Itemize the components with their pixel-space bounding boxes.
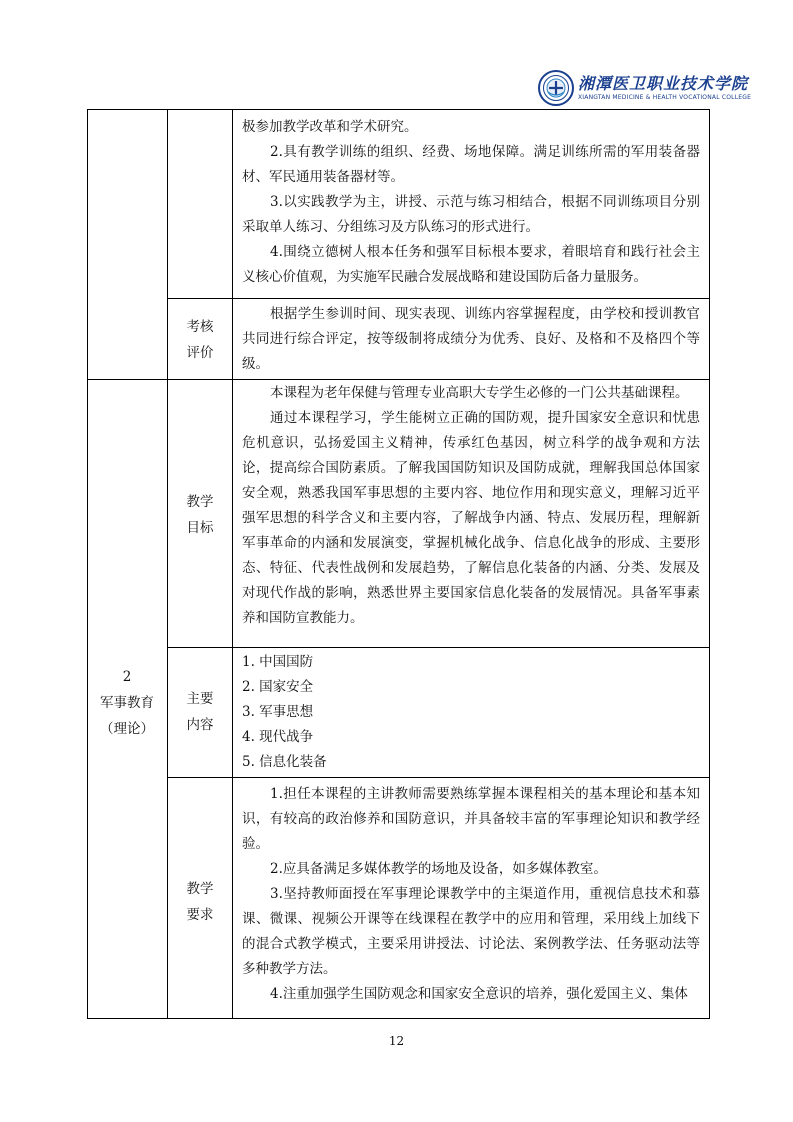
- school-name-en: XIANGTAN MEDICINE & HEALTH VOCATIONAL COLLEGE: [578, 94, 752, 101]
- school-name-cn: 湘潭医卫职业技术学院: [578, 74, 749, 93]
- requirements-continued: [242, 115, 700, 290]
- requirement-paragraph: 3.坚持教师面授在军事理论课教学中的主渠道作用，重视信息技术和慕课、微课、视频公开课等在线课程在教学中的应用和管理，采用线上加线下的混合式教学模式，主要采用讲授法、讨论法、案例教学法、任务驱动法等多种教学方法。: [242, 886, 700, 977]
- requirement-paragraph: 4.注重加强学生国防观念和国家安全意识的培养，强化爱国主义、集体: [270, 986, 688, 1002]
- assessment-label: 考核 评价: [186, 319, 214, 361]
- course-type: （理论）: [100, 721, 154, 737]
- requirement-paragraph: 2.具有教学训练的组织、经费、场地保障。满足训练所需的军用装备器材、军民通用装备器材等。: [242, 144, 700, 185]
- requirement-paragraph: 4.围绕立德树人根本任务和强军目标根本要求，着眼培育和践行社会主义核心价值观，为实施军民融合发展战略和建设国防后备力量服务。: [242, 244, 700, 285]
- college-logo-icon: [538, 70, 574, 106]
- list-item: 5. 信息化装备: [242, 754, 327, 770]
- list-item: 3. 军事思想: [242, 704, 314, 720]
- page-header: [0, 0, 793, 110]
- course-name: 军事教育: [100, 695, 154, 711]
- requirement-paragraph: 1.担任本课程的主讲教师需要熟练掌握本课程相关的基本理论和基本知识，有较高的政治修养和国防意识，并具备较丰富的军事理论知识和教学经验。: [242, 786, 700, 852]
- content-list: [242, 650, 700, 775]
- goal-text: 本课程为老年保健与管理专业高职大专学生必修的一门公共基础课程。 通过本课程学习，学生能树立正确的国防观，提升国家安全意识和忧患危机意识，弘扬爱国主义精神，传承红色基因，树立科学的战争观和方法论，提高综合国防素质。了解我国国防知识及国防成就，理解我国总体国家安全观，熟悉我国军事思想的主要内容、地位作用和现实意义，理解习近平强军思想的科学含义和主要内容，了解战争内涵、特点、发展历程，理解新军事革命的内涵和发展演变，掌握机械化战争、信息化战争的形成、主要形态、特征、代表性战例和发展趋势，了解信息化装备的内涵、分类、发展及对现代作战的影响，熟悉世界主要国家信息化装备的发展情况。具备军事素养和国防宣教能力。: [242, 385, 700, 626]
- list-item: 1. 中国国防: [242, 654, 314, 670]
- req-label: 教学 要求: [186, 881, 214, 923]
- curriculum-table: [87, 109, 710, 1019]
- list-item: 2. 国家安全: [242, 679, 314, 695]
- requirement-paragraph: 2.应具备满足多媒体教学的场地及设备，如多媒体教室。: [270, 861, 607, 877]
- page-number: 12: [388, 1034, 405, 1048]
- content-label: 主要 内容: [186, 691, 214, 733]
- requirement-paragraph: 3.以实践教学为主，讲授、示范与练习相结合，根据不同训练项目分别采取单人练习、分组练习及方队练习的形式进行。: [242, 194, 700, 235]
- course-number: 2: [122, 669, 132, 685]
- req-text: [242, 782, 700, 1007]
- requirement-paragraph: 极参加教学改革和学术研究。: [242, 119, 418, 135]
- goal-label: 教学 目标: [186, 494, 214, 536]
- list-item: 4. 现代战争: [242, 729, 314, 745]
- assessment-text: 根据学生参训时间、现实表现、训练内容掌握程度，由学校和授训教官共同进行综合评定，按等级制将成绩分为优秀、良好、及格和不及格四个等级。: [242, 306, 700, 372]
